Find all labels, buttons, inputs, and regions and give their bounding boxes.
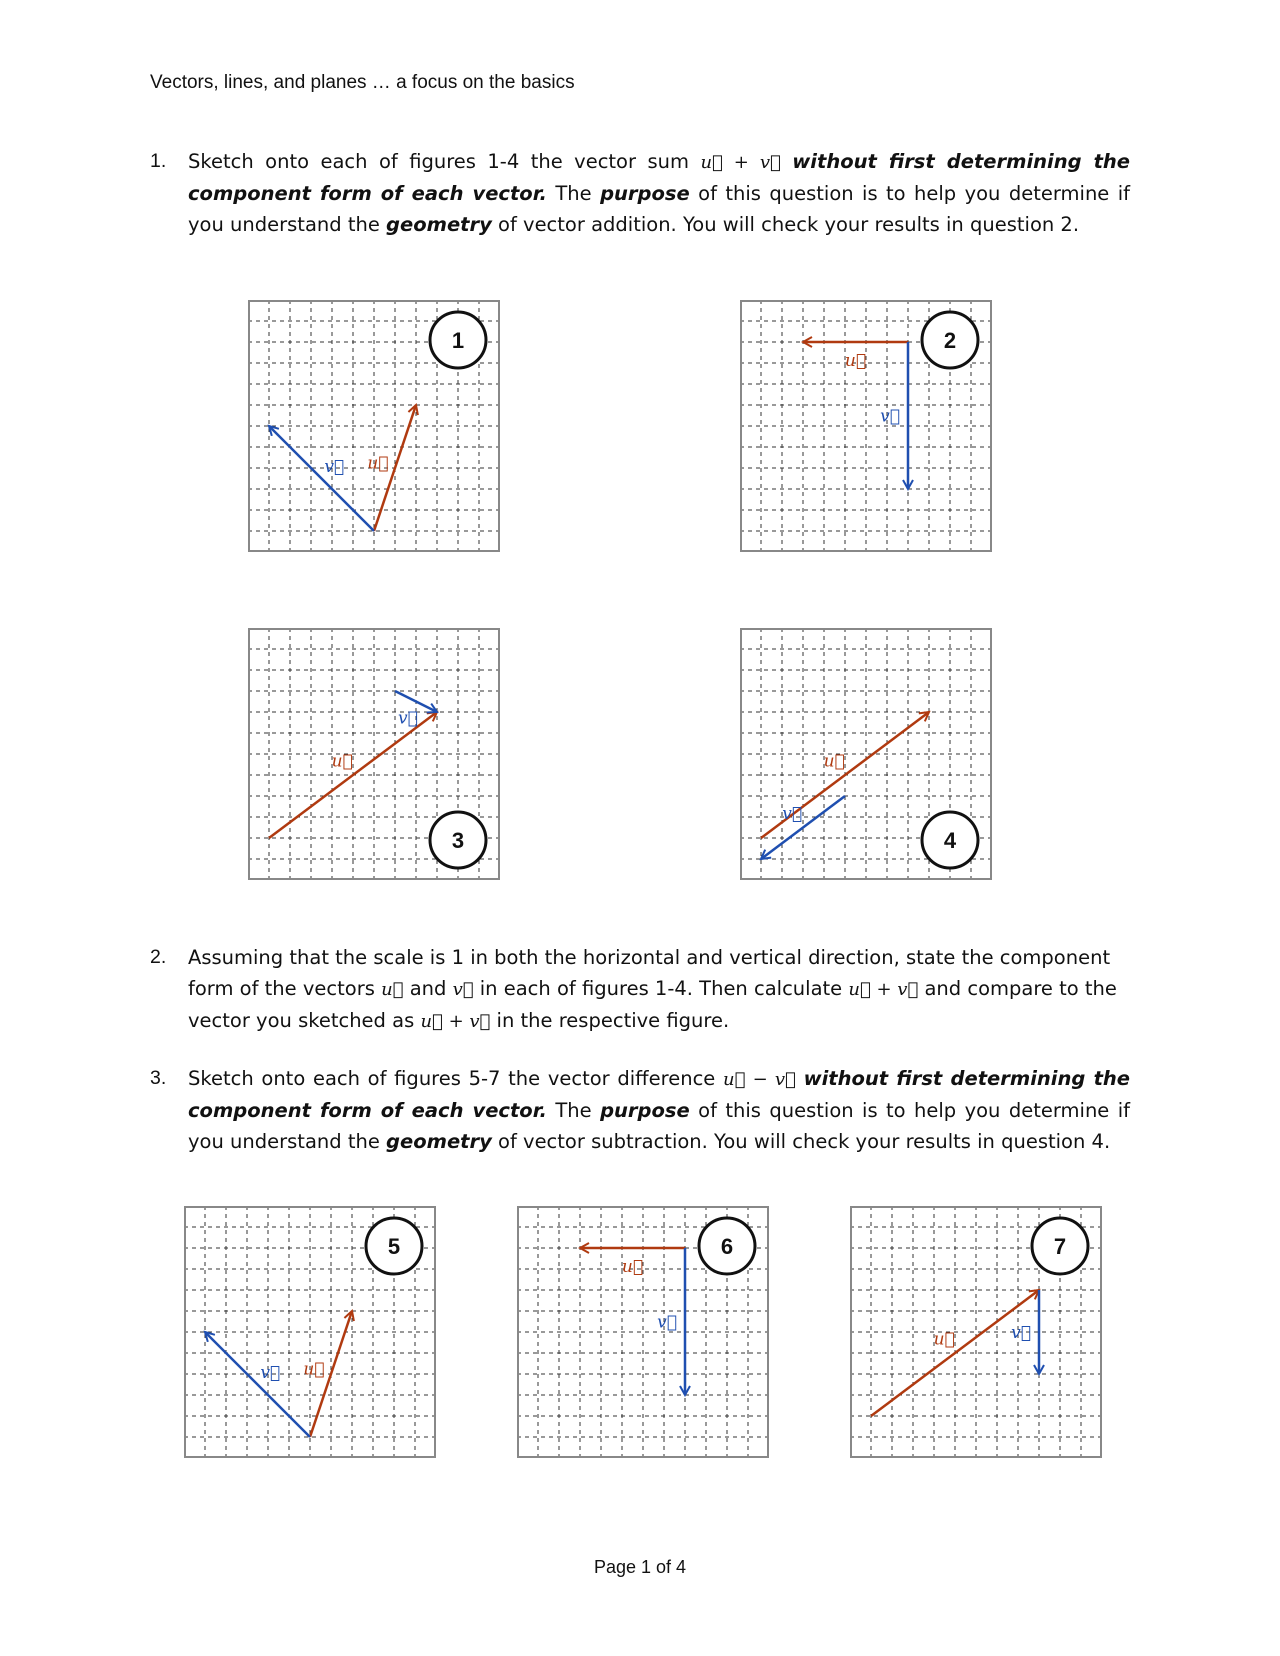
question-number: 2. — [150, 946, 167, 968]
vector-u-label: u⃗ — [933, 1329, 955, 1350]
figure-number-badge — [922, 812, 978, 868]
figure-1 — [248, 300, 500, 552]
figure-number: 7 — [1053, 1234, 1067, 1259]
vector-u-label: u⃗ — [331, 751, 353, 772]
figure-number-badge — [1032, 1218, 1088, 1274]
vector-u-label: u⃗ — [823, 751, 845, 772]
figure-2 — [740, 300, 992, 552]
vector-v-label: v⃗ — [1011, 1323, 1031, 1343]
figure-number: 6 — [720, 1234, 734, 1259]
figure-7 — [850, 1206, 1102, 1458]
figure-number-badge — [430, 812, 486, 868]
figure-5 — [184, 1206, 436, 1458]
vector-u-label: u⃗ — [621, 1257, 644, 1277]
question-text: Sketch onto each of figures 5-7 the vector difference u⃗ − v⃗ without first determining the component form of each vector. The purpose of this question is to help you determine if you understand the geometry of vector subtraction. You will check your results in question 4. — [188, 1067, 1131, 1153]
vector-expression: u⃗ + v⃗ — [700, 152, 781, 173]
question-1 — [150, 146, 1130, 240]
figure-4 — [740, 628, 992, 880]
question-text: Assuming that the scale is 1 in both the horizontal and vertical direction, state the component form of the vectors u⃗ and v⃗ in each of figures 1-4. Then calculate u⃗ + v⃗ and compare to the vector you sketched as u⃗ + v⃗ in the respective figure. — [188, 946, 1117, 1032]
vector-u-label: u⃗ — [844, 351, 867, 371]
vector-v-label: v⃗ — [260, 1362, 281, 1383]
vector-v-arrow — [205, 1332, 310, 1437]
vector-v-label: v⃗ — [324, 456, 345, 477]
vector-v-label: v⃗ — [657, 1312, 677, 1333]
figure-number: 1 — [451, 328, 465, 353]
question-text: Sketch onto each of figures 1-4 the vector sum u⃗ + v⃗ without first determining the component form of each vector. The purpose of this question is to help you determine if you understand the geometry of vector addition. You will check your results in question 2. — [188, 150, 1131, 236]
page-footer: Page 1 of 4 — [593, 1557, 687, 1577]
question-number: 1. — [150, 150, 167, 172]
figure-number-badge — [430, 312, 486, 368]
vector-v-arrow — [269, 426, 374, 531]
figure-number: 2 — [943, 328, 957, 353]
figure-number-badge — [922, 312, 978, 368]
figure-number: 5 — [387, 1234, 401, 1259]
figure-6 — [517, 1206, 769, 1458]
figure-number: 4 — [943, 828, 957, 853]
vector-v-label: v⃗ — [782, 804, 803, 825]
figure-number: 3 — [451, 828, 465, 853]
question-2 — [150, 942, 1130, 1037]
figure-3 — [248, 628, 500, 880]
page-header: Vectors, lines, and planes … a focus on the basics — [150, 72, 575, 93]
vector-u-label: u⃗ — [367, 453, 389, 474]
figure-number-badge — [366, 1218, 422, 1274]
vector-v-label: v⃗ — [398, 708, 418, 729]
vector-v-label: v⃗ — [880, 406, 900, 427]
question-number: 3. — [150, 1067, 167, 1089]
vector-u-label: u⃗ — [303, 1359, 325, 1380]
vector-expression: u⃗ − v⃗ — [722, 1069, 796, 1090]
question-3 — [150, 1063, 1130, 1157]
figure-number-badge — [699, 1218, 755, 1274]
